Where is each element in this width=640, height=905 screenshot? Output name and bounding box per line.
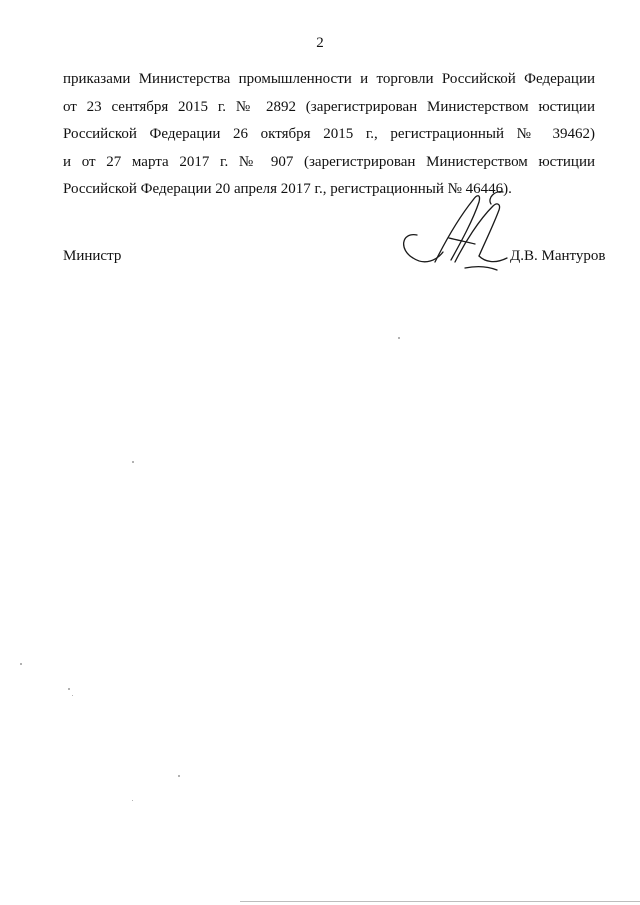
scan-speck xyxy=(398,337,400,339)
body-line-3: Российской Федерации 26 октября 2015 г., регистрационный № 39462) xyxy=(63,126,595,142)
scan-speck xyxy=(178,775,180,777)
scan-edge-line xyxy=(240,901,640,902)
body-line-2: от 23 сентября 2015 г. № 2892 (зарегистрирован Министерством юстиции xyxy=(63,98,595,115)
scan-speck xyxy=(20,663,22,665)
body-line-4: и от 27 марта 2017 г. № 907 (зарегистрирован Министерством юстиции xyxy=(63,153,595,170)
signer-title: Министр xyxy=(63,248,122,264)
signature-icon xyxy=(395,180,525,275)
scan-speck xyxy=(68,688,70,690)
body-line-5: Российской Федерации 20 апреля 2017 г., регистрационный № 46446). xyxy=(63,181,512,197)
scan-speck xyxy=(132,461,134,463)
scan-speck xyxy=(72,695,73,696)
body-line-1: приказами Министерства промышленности и торговли Российской Федерации xyxy=(63,71,595,87)
scan-speck xyxy=(132,800,133,801)
page-number: 2 xyxy=(316,35,324,51)
signer-name: Д.В. Мантуров xyxy=(510,248,606,264)
